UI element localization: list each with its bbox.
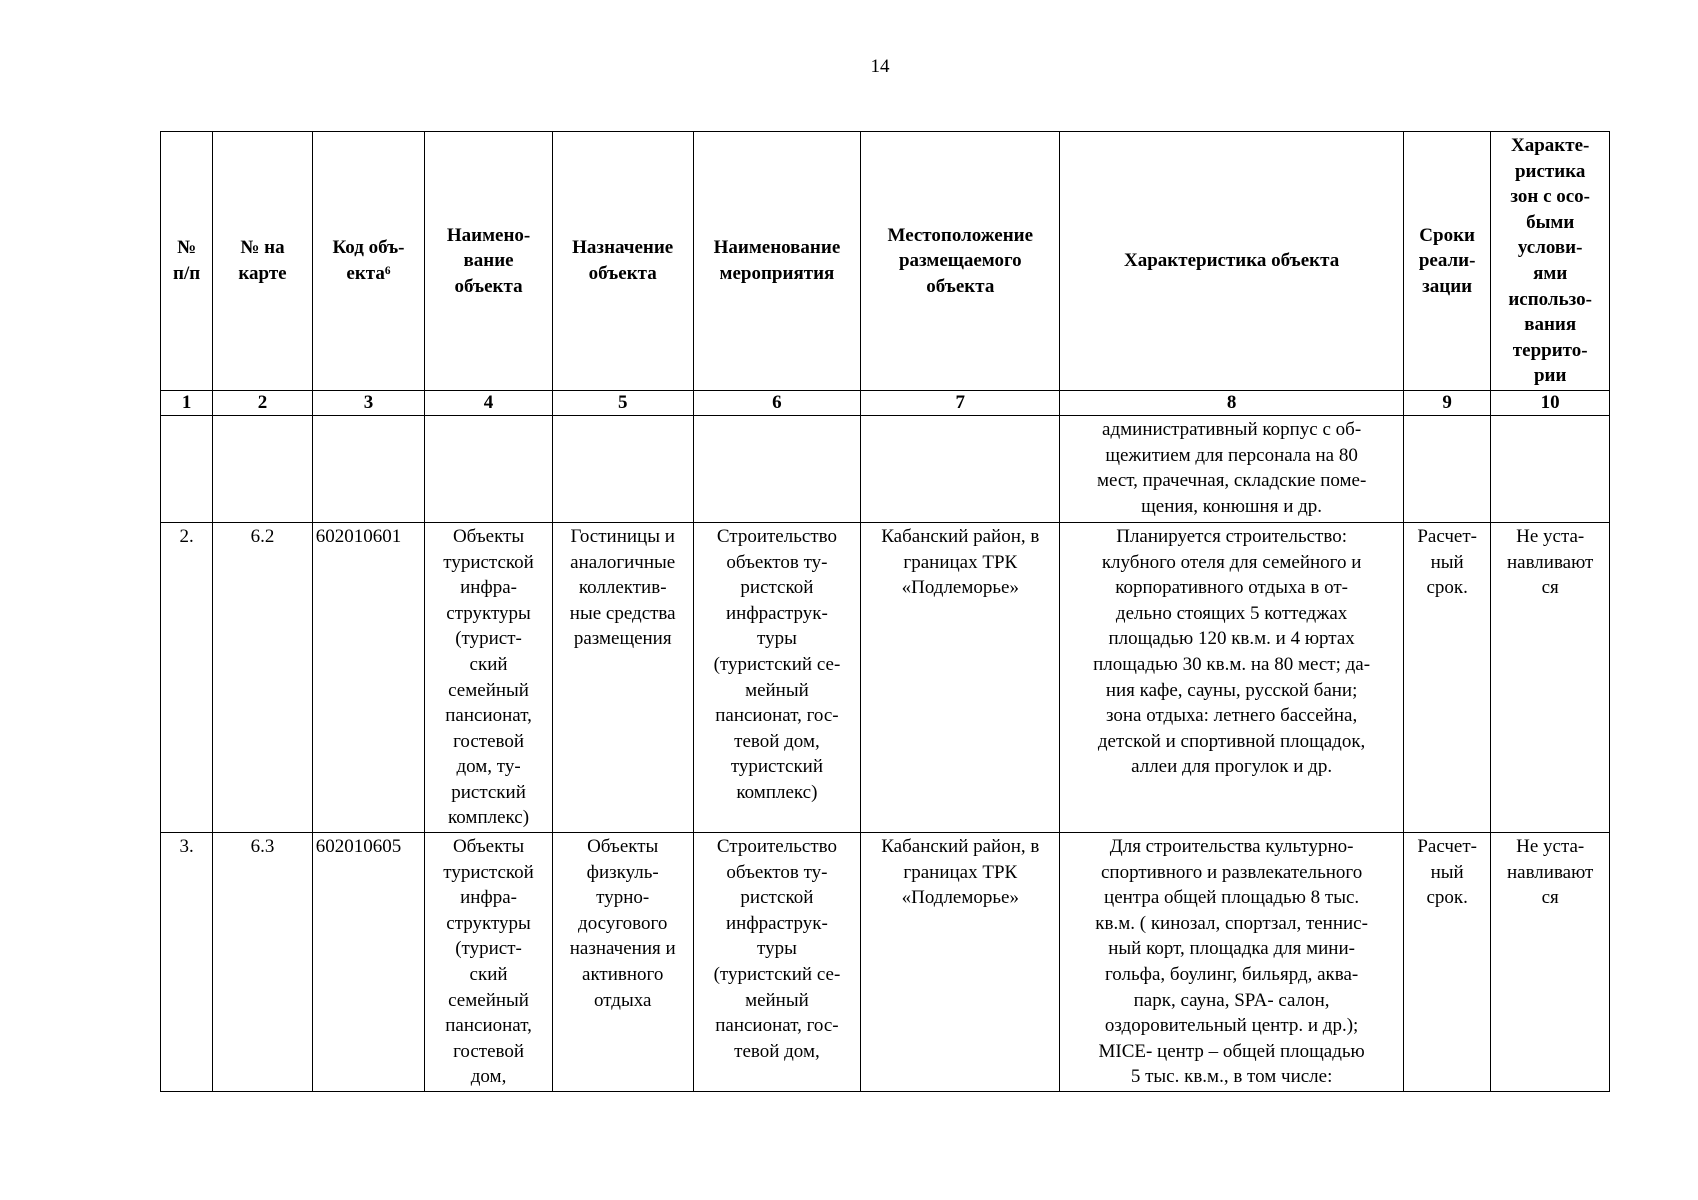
- cell-location: Кабанский район, в границах ТРК «Подлеморье»: [861, 522, 1060, 832]
- cell-characteristic: Для строительства культурно- спортивного и развлекательного центра общей площадью 8 тыс. кв.м. ( кинозал, спортзал, теннис- ный корт, площадка для мини- гольфа, боулинг, бильярд, аква- парк, сауна, SPA- салон, оздоровительный центр. и др.); MICE- центр – общей площадью 5 тыс. кв.м., в том числе:: [1060, 833, 1404, 1092]
- cell-map-no: 6.2: [213, 522, 312, 832]
- cell-map-no: 6.3: [213, 833, 312, 1092]
- cell-name: Объекты туристской инфра- структуры (турист- ский семейный пансионат, гостевой дом, ту- ристский комплекс): [425, 522, 553, 832]
- column-number: 2: [213, 390, 312, 415]
- cell-purpose: Объекты физкуль- турно- досугового назначения и активного отдыха: [552, 833, 693, 1092]
- empty-cell: [693, 415, 861, 522]
- cell-zones: Не уста- навливают ся: [1491, 833, 1610, 1092]
- empty-cell: [552, 415, 693, 522]
- header-measure: Наименование мероприятия: [693, 132, 861, 391]
- header-name: Наимено- вание объекта: [425, 132, 553, 391]
- header-terms: Сроки реали- зации: [1403, 132, 1490, 391]
- cell-num: 2.: [161, 522, 213, 832]
- table-row: [161, 833, 1610, 1092]
- header-location: Местоположение размещаемого объекта: [861, 132, 1060, 391]
- continuation-row: [161, 415, 1610, 522]
- header-characteristic: Характеристика объекта: [1060, 132, 1404, 391]
- header-code: Код объ- екта⁶: [312, 132, 425, 391]
- continuation-characteristic: административный корпус с об- щежитием для персонала на 80 мест, прачечная, складские поме- щения, конюшня и др.: [1060, 415, 1404, 522]
- column-number: 5: [552, 390, 693, 415]
- empty-cell: [1403, 415, 1490, 522]
- header-map-no: № на карте: [213, 132, 312, 391]
- cell-terms: Расчет- ный срок.: [1403, 522, 1490, 832]
- column-number-row: [161, 390, 1610, 415]
- page-number: 14: [870, 56, 890, 77]
- header-row: [161, 132, 1610, 391]
- empty-cell: [161, 415, 213, 522]
- column-number: 10: [1491, 390, 1610, 415]
- column-number: 1: [161, 390, 213, 415]
- column-number: 3: [312, 390, 425, 415]
- cell-characteristic: Планируется строительство: клубного отеля для семейного и корпоративного отдыха в от- дельно стоящих 5 коттеджах площадью 120 кв.м. и 4 юртах площадью 30 кв.м. на 80 мест; да- ния кафе, сауны, русской бани; зона отдыха: летнего бассейна, детской и спортивной площадок, аллеи для прогулок и др.: [1060, 522, 1404, 832]
- cell-zones: Не уста- навливают ся: [1491, 522, 1610, 832]
- cell-location: Кабанский район, в границах ТРК «Подлеморье»: [861, 833, 1060, 1092]
- column-number: 9: [1403, 390, 1490, 415]
- cell-code: 602010601: [312, 522, 425, 832]
- table-row: [161, 522, 1610, 832]
- column-number: 7: [861, 390, 1060, 415]
- empty-cell: [213, 415, 312, 522]
- cell-measure: Строительство объектов ту- ристской инфраструк- туры (туристский се- мейный пансионат, гос- тевой дом,: [693, 833, 861, 1092]
- empty-cell: [425, 415, 553, 522]
- column-number: 6: [693, 390, 861, 415]
- header-purpose: Назначение объекта: [552, 132, 693, 391]
- header-zones: Характе- ристика зон с осо- быми услови- ями использо- вания террито- рии: [1491, 132, 1610, 391]
- cell-measure: Строительство объектов ту- ристской инфраструк- туры (туристский се- мейный пансионат, гос- тевой дом, туристский комплекс): [693, 522, 861, 832]
- empty-cell: [1491, 415, 1610, 522]
- cell-purpose: Гостиницы и аналогичные коллектив- ные средства размещения: [552, 522, 693, 832]
- column-number: 4: [425, 390, 553, 415]
- cell-num: 3.: [161, 833, 213, 1092]
- cell-terms: Расчет- ный срок.: [1403, 833, 1490, 1092]
- cell-name: Объекты туристской инфра- структуры (турист- ский семейный пансионат, гостевой дом,: [425, 833, 553, 1092]
- header-num: № п/п: [161, 132, 213, 391]
- empty-cell: [861, 415, 1060, 522]
- column-number: 8: [1060, 390, 1404, 415]
- empty-cell: [312, 415, 425, 522]
- planned-objects-table: [160, 131, 1610, 1092]
- cell-code: 602010605: [312, 833, 425, 1092]
